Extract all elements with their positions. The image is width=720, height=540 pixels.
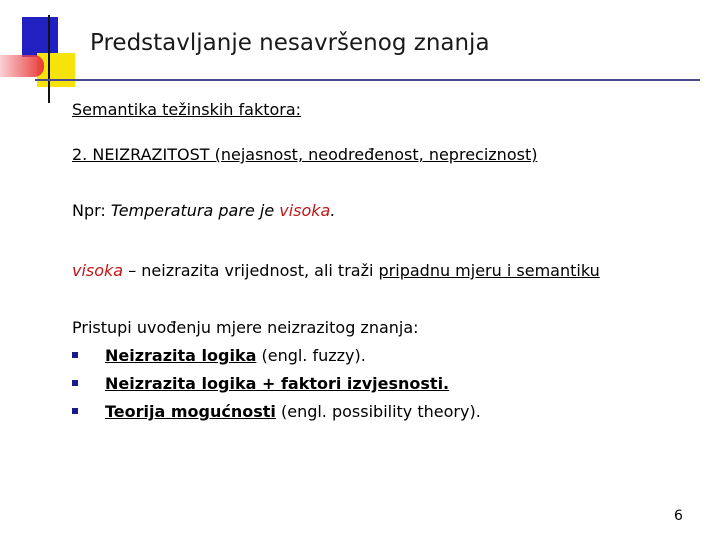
definition-line [72,261,600,281]
list-item-rest: (engl. possibility theory). [275,402,481,421]
page-number: 6 [674,508,683,524]
example-suffix: . [330,201,336,220]
list-item [72,346,366,366]
title-divider [35,79,700,81]
list-item [72,402,481,422]
approaches-intro: Pristupi uvođenju mjere neizrazitog znanja: [72,318,419,337]
example-sentence: Temperatura pare je [110,201,280,220]
decor-blue-square [22,17,58,57]
page-title: Predstavljanje nesavršenog znanja [90,30,490,56]
bullet-icon [72,408,78,414]
list-item-strong: Neizrazita logika + faktori izvjesnosti. [105,374,450,393]
example-emphasis-word: visoka [279,201,331,220]
list-item-strong: Teorija mogućnosti [105,402,276,421]
list-item [72,374,449,394]
list-item-rest: (engl. fuzzy). [256,346,366,365]
bullet-icon [72,352,78,358]
decor-vertical-line [48,15,50,103]
list-item-strong: Neizrazita logika [105,346,257,365]
definition-middle: – neizrazita vrijednost, ali traži [123,261,379,280]
example-line [72,201,335,221]
bullet-icon [72,380,78,386]
definition-word: visoka [72,261,124,280]
section-heading: Semantika težinskih faktora: [72,100,302,119]
decor-red-bar [0,55,44,77]
example-prefix: Npr: [72,201,111,220]
definition-underlined: pripadnu mjeru i semantiku [378,261,600,280]
item-neizrazitost: 2. NEIZRAZITOST (nejasnost, neodređenost, nepreciznost) [72,145,538,164]
